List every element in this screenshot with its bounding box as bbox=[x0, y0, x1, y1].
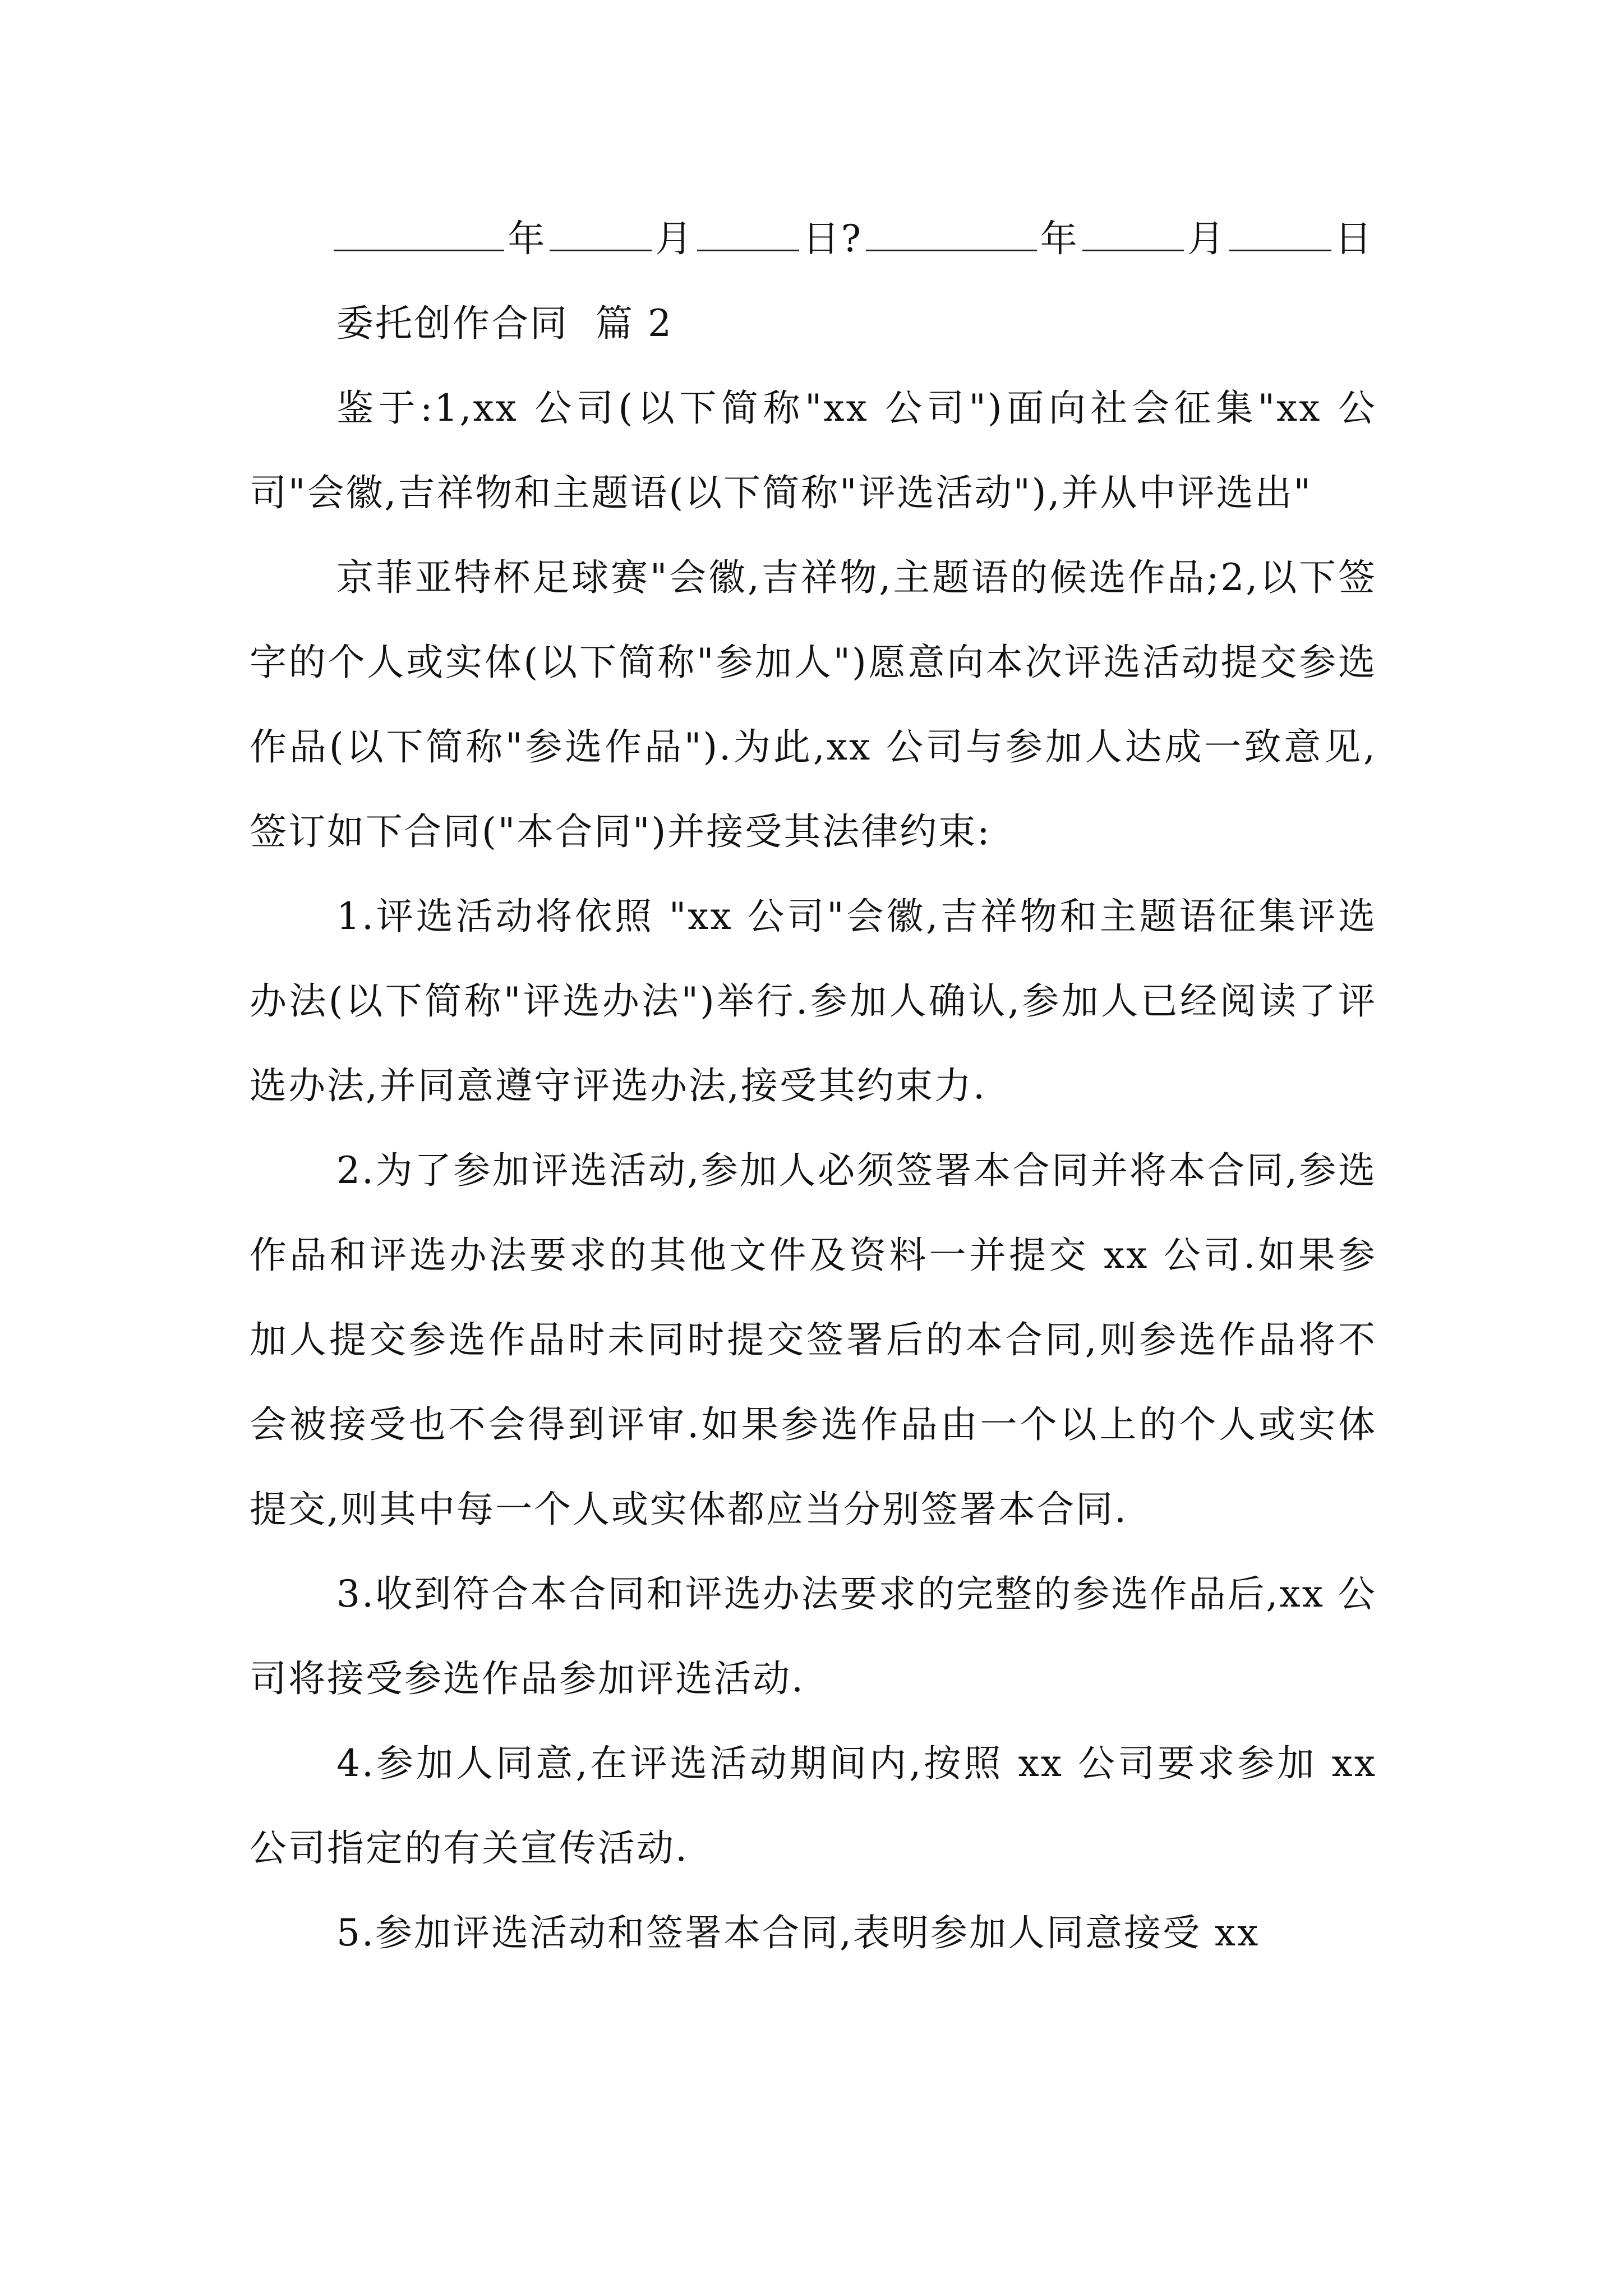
day-blank-1 bbox=[697, 216, 799, 251]
paragraph-clause-3: 3.收到符合本合同和评选办法要求的完整的参选作品后,xx 公司将接受参选作品参加评选活动. bbox=[250, 1572, 1377, 1700]
month-label-2: 月 bbox=[1187, 217, 1227, 260]
paragraph-clause-4: 4.参加人同意,在评选活动期间内,按照 xx 公司要求参加 xx 公司指定的有关宣传活动. bbox=[250, 1742, 1377, 1870]
day-label-1: 日? bbox=[802, 217, 863, 260]
signature-date-line bbox=[250, 196, 1377, 281]
paragraph-clause-5: 5.参加评选活动和签署本合同,表明参加人同意接受 xx bbox=[336, 1911, 1260, 1954]
document-body bbox=[250, 196, 1377, 1975]
year-label-2: 年 bbox=[1040, 217, 1079, 260]
year-label-1: 年 bbox=[508, 217, 547, 260]
month-blank-2 bbox=[1082, 216, 1184, 251]
paragraph-recital-2: 京菲亚特杯足球赛"会徽,吉祥物,主题语的候选作品;2,以下签字的个人或实体(以下简称"参加人")愿意向本次评选活动提交参选作品(以下简称"参选作品").为此,xx 公司与参加人达成一致意见,签订如下合同("本合同")并接受其法律约束: bbox=[250, 556, 1377, 853]
paragraph-clause-2: 2.为了参加评选活动,参加人必须签署本合同并将本合同,参选作品和评选办法要求的其他文件及资料一并提交 xx 公司.如果参加人提交参选作品时未同时提交签署后的本合同,则参选作品将不会被接受也不会得到评审.如果参选作品由一个以上的个人或实体提交,则其中每一个人或实体都应当分别签署本合同. bbox=[250, 1149, 1377, 1531]
section-heading: 委托创作合同 篇 2 bbox=[336, 302, 673, 345]
day-blank-2 bbox=[1229, 216, 1331, 251]
paragraph-recital-1: 鉴于:1,xx 公司(以下简称"xx 公司")面向社会征集"xx 公司"会徽,吉祥物和主题语(以下简称"评选活动"),并从中评选出" bbox=[250, 386, 1377, 514]
month-blank-1 bbox=[550, 216, 652, 251]
year-blank-1 bbox=[334, 216, 504, 251]
day-label-2: 日 bbox=[1335, 217, 1374, 260]
paragraph-clause-1: 1.评选活动将依照 "xx 公司"会徽,吉祥物和主题语征集评选办法(以下简称"评选办法")举行.参加人确认,参加人已经阅读了评选办法,并同意遵守评选办法,接受其约束力. bbox=[250, 895, 1377, 1107]
month-label-1: 月 bbox=[655, 217, 694, 260]
year-blank-2 bbox=[866, 216, 1036, 251]
